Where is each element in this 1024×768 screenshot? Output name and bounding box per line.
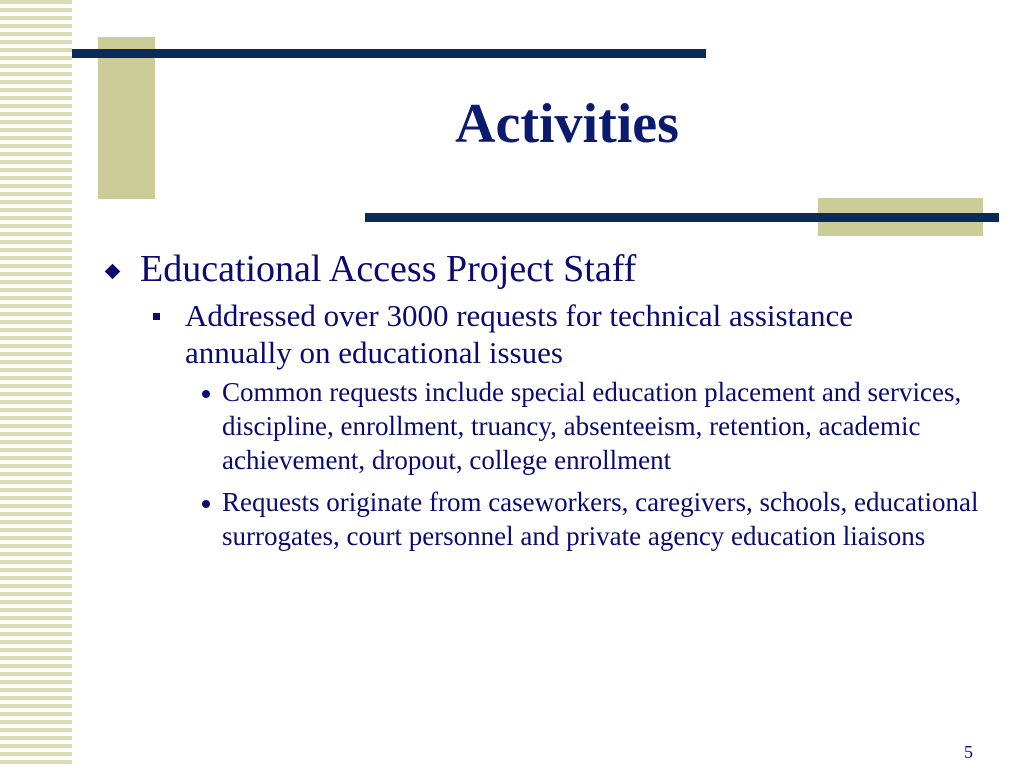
dot-bullet-icon bbox=[202, 390, 210, 398]
title-rule-top bbox=[72, 49, 706, 58]
bullet-level2 bbox=[185, 297, 945, 371]
diamond-icon bbox=[105, 264, 121, 280]
slide-body bbox=[100, 248, 1000, 553]
page-number: 5 bbox=[964, 742, 973, 762]
slide-title: Activities bbox=[455, 93, 679, 155]
square-bullet-icon bbox=[153, 313, 160, 320]
bullet-level1 bbox=[100, 248, 1000, 291]
bullet-level3-text: Requests originate from caseworkers, caregivers, schools, educational surrogates, court personnel and private agency education liaisons bbox=[222, 486, 979, 551]
bullet-level3 bbox=[222, 375, 982, 477]
bullet-level2-text: Addressed over 3000 requests for technical assistance annually on educational issues bbox=[185, 297, 853, 370]
title-rule-bottom bbox=[365, 213, 999, 222]
bullet-level3-text: Common requests include special education placement and services, discipline, enrollment, truancy, absenteeism, retention, academic achievement, dropout, college enrollment bbox=[222, 376, 962, 475]
decorative-stripes bbox=[0, 0, 72, 768]
bullet-level3 bbox=[222, 485, 982, 553]
bullet-level1-text: Educational Access Project Staff bbox=[140, 248, 637, 290]
dot-bullet-icon bbox=[202, 500, 210, 508]
accent-block-left bbox=[98, 37, 155, 199]
